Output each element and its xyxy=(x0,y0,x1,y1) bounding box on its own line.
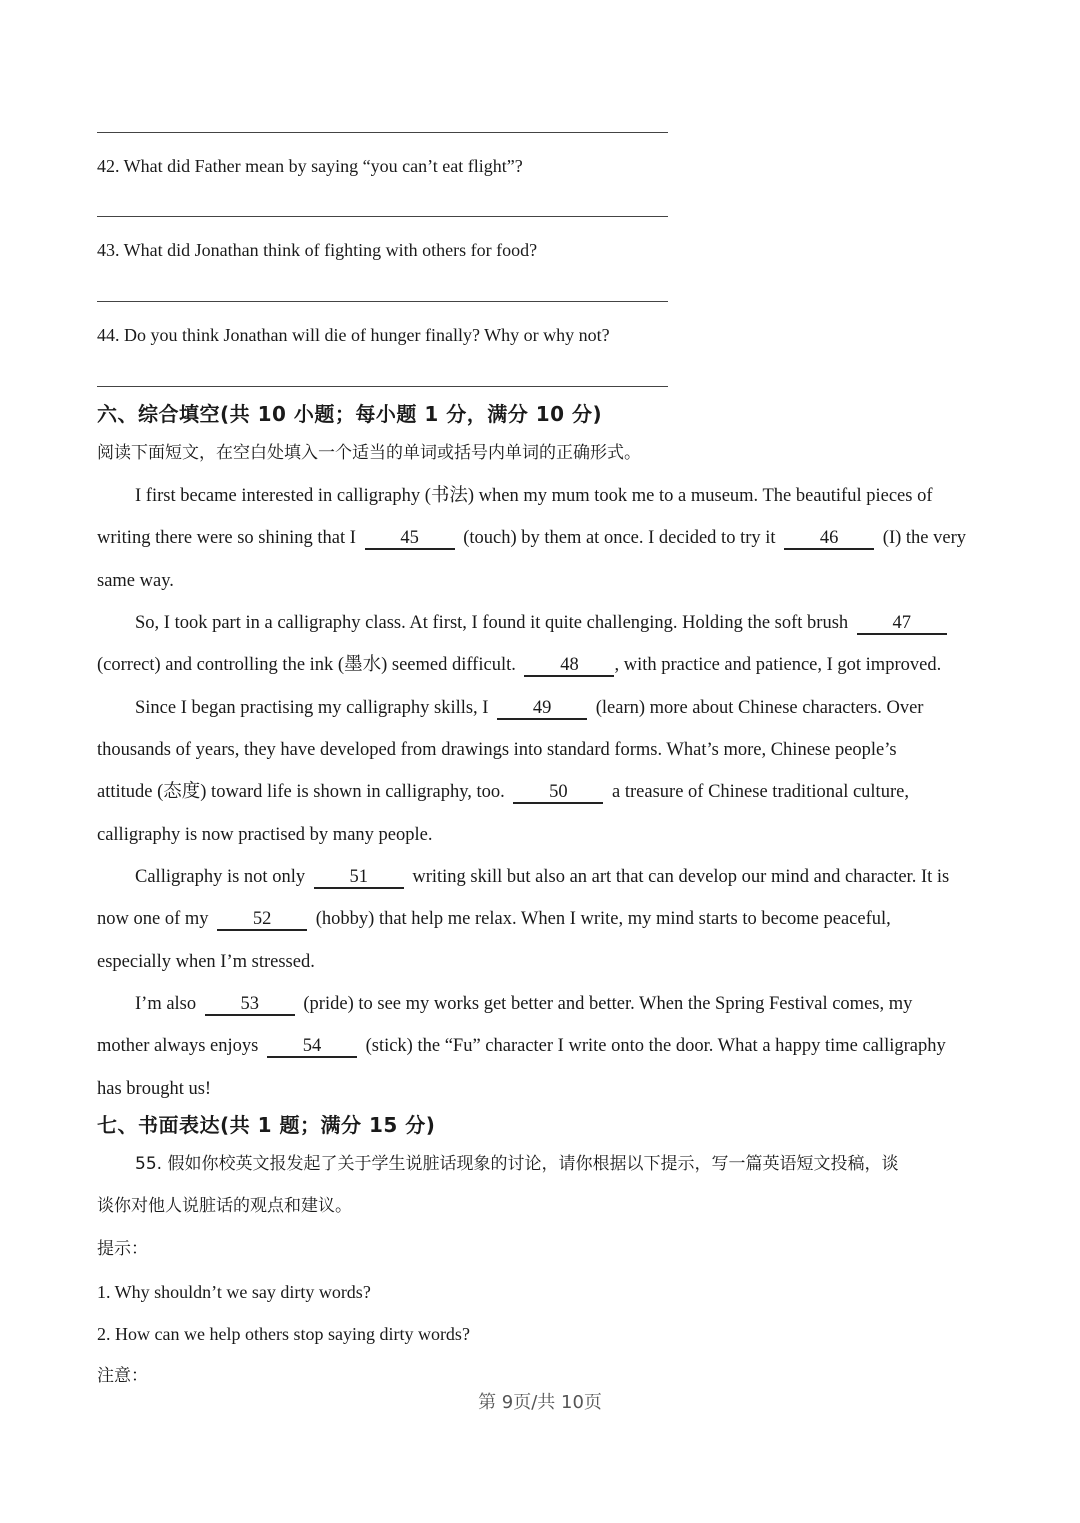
passage-line: now one of my 52 (hobby) that help me relax. When I write, my mind starts to become peaceful, xyxy=(97,909,891,929)
passage-line: I’m also 53 (pride) to see my works get better and better. When the Spring Festival comes, my xyxy=(135,994,913,1014)
question-44: 44. Do you think Jonathan will die of hunger finally? Why or why not? xyxy=(97,325,610,345)
passage-line: calligraphy is now practised by many people. xyxy=(97,825,433,845)
hint-label: 提示： xyxy=(97,1239,148,1259)
passage-line: mother always enjoys 54 (stick) the “Fu” character I write onto the door. What a happy time calligraphy xyxy=(97,1036,946,1056)
answer-line xyxy=(97,132,668,133)
passage-line: So, I took part in a calligraphy class. At first, I found it quite challenging. Holding the soft brush 47 xyxy=(135,609,980,637)
passage-line: (correct) and controlling the ink (墨水) seemed difficult. 48 , with practice and patience, I got improved. xyxy=(97,655,942,675)
hint-item: 1. Why shouldn’t we say dirty words? xyxy=(97,1282,371,1302)
answer-line xyxy=(97,216,668,217)
section7-heading: 七、书面表达(共 1 题；满分 15 分) xyxy=(97,1113,436,1137)
passage-line: attitude (态度) toward life is shown in calligraphy, too. 50 a treasure of Chinese traditional culture, xyxy=(97,782,909,802)
passage-line: thousands of years, they have developed from drawings into standard forms. What’s more, Chinese people’s xyxy=(97,740,897,760)
blank-52[interactable]: 52 xyxy=(217,909,307,931)
blank-48[interactable]: 48 xyxy=(524,655,614,677)
answer-line xyxy=(97,301,668,302)
note-label: 注意： xyxy=(97,1366,148,1386)
blank-47[interactable]: 47 xyxy=(857,613,947,635)
blank-53[interactable]: 53 xyxy=(205,994,295,1016)
writing-prompt: 55. 假如你校英文报发起了关于学生说脏话现象的讨论，请你根据以下提示，写一篇英语短文投稿，谈 xyxy=(135,1154,899,1174)
section6-heading: 六、综合填空(共 10 小题；每小题 1 分，满分 10 分) xyxy=(97,402,603,426)
blank-51[interactable]: 51 xyxy=(314,867,404,889)
blank-49[interactable]: 49 xyxy=(497,698,587,720)
question-43: 43. What did Jonathan think of fighting with others for food? xyxy=(97,240,538,260)
passage-line: has brought us! xyxy=(97,1079,212,1099)
section6-instruction: 阅读下面短文，在空白处填入一个适当的单词或括号内单词的正确形式。 xyxy=(97,443,641,463)
hint-item: 2. How can we help others stop saying dirty words? xyxy=(97,1324,470,1344)
writing-prompt-cont: 谈你对他人说脏话的观点和建议。 xyxy=(97,1196,352,1216)
blank-50[interactable]: 50 xyxy=(513,782,603,804)
passage-line: especially when I’m stressed. xyxy=(97,952,315,972)
passage-line: Since I began practising my calligraphy skills, I 49 (learn) more about Chinese characters. Over xyxy=(135,698,924,718)
blank-46[interactable]: 46 xyxy=(784,528,874,550)
blank-54[interactable]: 54 xyxy=(267,1036,357,1058)
passage-line: I first became interested in calligraphy (书法) when my mum took me to a museum. The beautiful pieces of xyxy=(135,486,933,506)
page-number: 第 9页/共 10页 xyxy=(478,1392,602,1413)
passage-line: Calligraphy is not only 51 writing skill but also an art that can develop our mind and character. It is xyxy=(135,867,950,887)
passage-line: writing there were so shining that I 45 (touch) by them at once. I decided to try it 46 (I) the very xyxy=(97,528,966,548)
blank-45[interactable]: 45 xyxy=(365,528,455,550)
question-42: 42. What did Father mean by saying “you can’t eat flight”? xyxy=(97,156,523,176)
passage-line: same way. xyxy=(97,571,174,591)
answer-line xyxy=(97,386,668,387)
